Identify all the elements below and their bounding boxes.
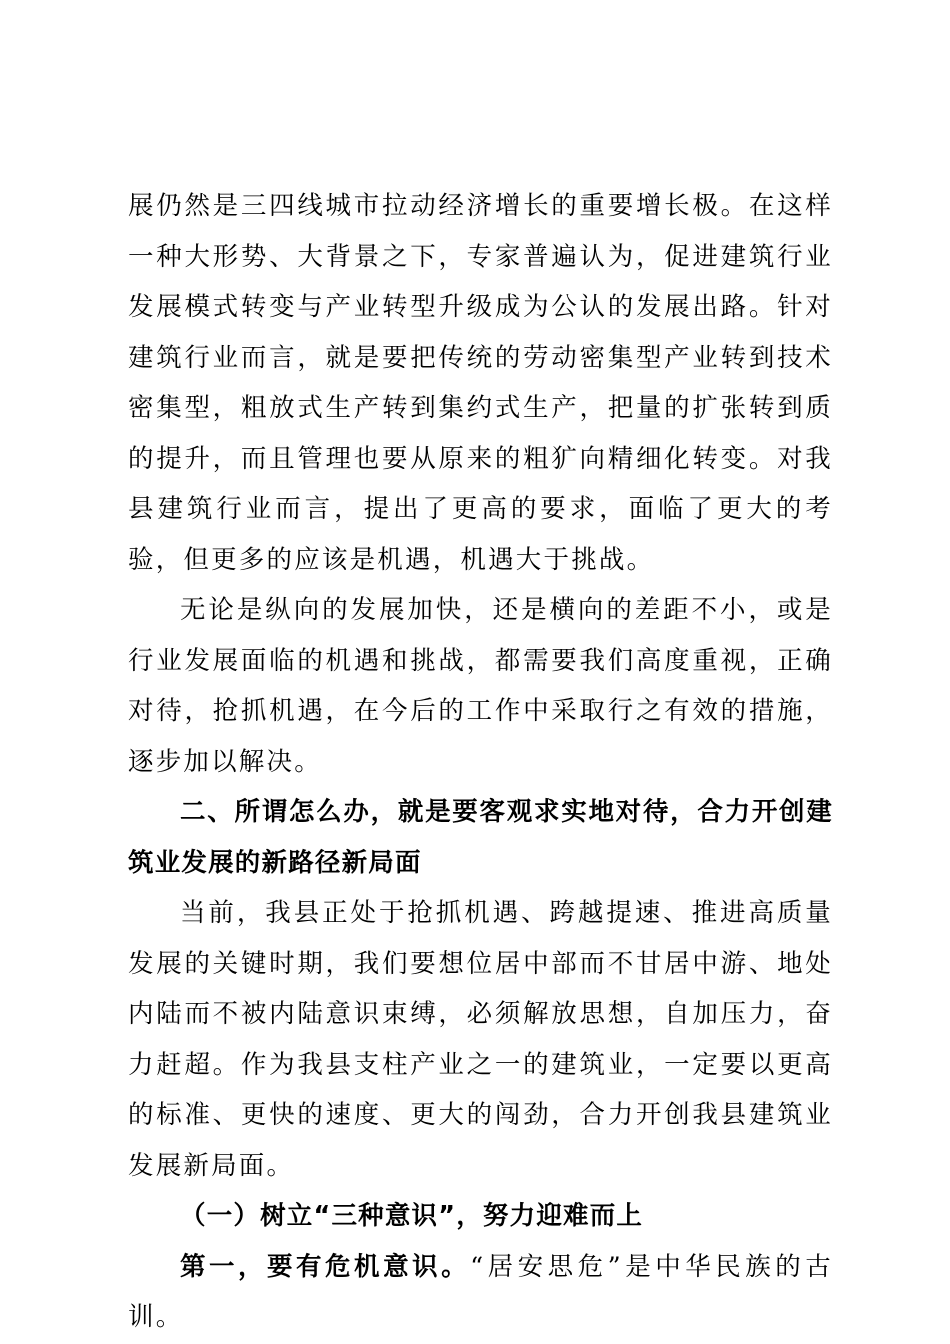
sub-heading-one: （一）树立“三种意识”，努力迎难而上	[180, 1201, 644, 1231]
point-one-lead: 第一，要有危机意识。	[180, 1251, 471, 1282]
point-one-text: “居安思危”是中华民族的古训。	[128, 1251, 833, 1332]
paragraph-point-one	[128, 1242, 833, 1343]
paragraph-summary: 无论是纵向的发展加快，还是横向的差距不小，或是行业发展面临的机遇和挑战，都需要我们高度重视，正确对待，抢抓机遇，在今后的工作中采取行之有效的措施，逐步加以解决。	[128, 595, 833, 777]
section-heading-two: 二、所谓怎么办，就是要客观求实地对待，合力开创建筑业发展的新路径新局面	[128, 797, 833, 878]
document-body	[128, 181, 833, 1343]
paragraph-continuation: 展仍然是三四线城市拉动经济增长的重要增长极。在这样一种大形势、大背景之下，专家普遍认为，促进建筑行业发展模式转变与产业转型升级成为公认的发展出路。针对建筑行业而言，就是要把传统的劳动密集型产业转到技术密集型，粗放式生产转到集约式生产，把量的扩张转到质的提升，而且管理也要从原来的粗犷向精细化转变。对我县建筑行业而言，提出了更高的要求，面临了更大的考验，但更多的应该是机遇，机遇大于挑战。	[128, 191, 833, 575]
paragraph-current-situation: 当前，我县正处于抢抓机遇、跨越提速、推进高质量发展的关键时期，我们要想位居中部而不甘居中游、地处内陆而不被内陆意识束缚，必须解放思想，自加压力，奋力赶超。作为我县支柱产业之一的建筑业，一定要以更高的标准、更快的速度、更大的闯劲，合力开创我县建筑业发展新局面。	[128, 898, 833, 1181]
